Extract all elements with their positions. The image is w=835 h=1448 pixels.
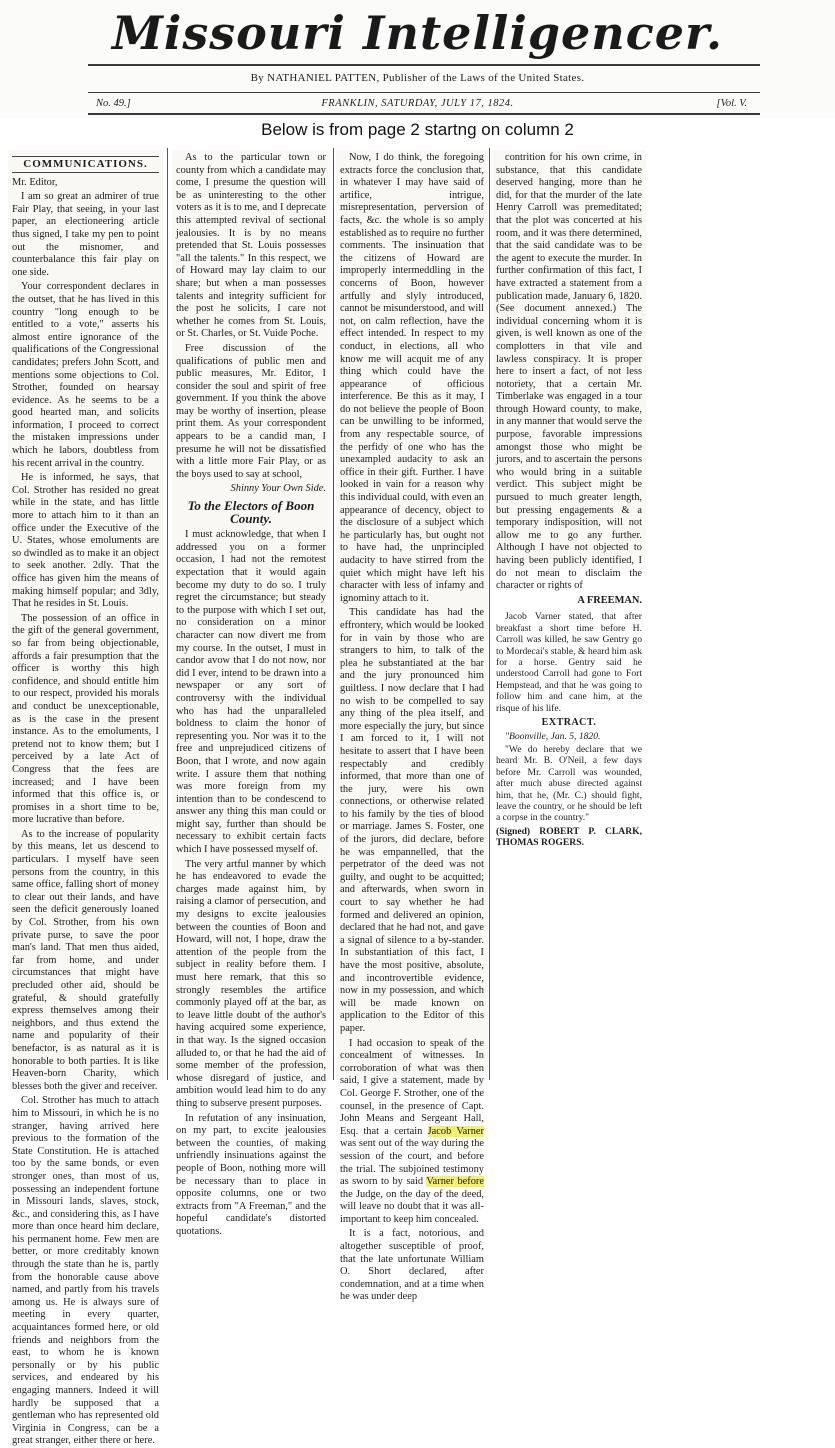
- varner-statement: Jacob Varner stated, that after breakfast a short time before H. Carroll was killed, he saw Gentry go to Mordecai's stable, & heard him ask for a horse. Gentry said he understood Carroll had gone to Fort Hempstead, and that he was going to follow him and cane him, at the risque of his life.: [496, 611, 642, 714]
- highlight-jacob-varner: Jacob Varner: [427, 1125, 485, 1137]
- masthead-rule-bottom: [88, 113, 760, 115]
- signature: Shinny Your Own Side.: [230, 483, 326, 495]
- column-rule: [167, 148, 168, 1080]
- paragraph: This candidate has had the effrontery, which would be looked for in vain by those who are strangers to him, to talk of the plea he substantiated at the bar and the jury pronounced him guiltless. I now declare that I had no wish to be compelled to say any thing of the plea itself, and more especially the jury, but since I am forced to it, I will not hesitate to assert that I have been respectably and credibly informed, that more than one of the jury, were his own connections, or otherwise related to his family by the ties of blood or marriage. James S. Foster, one of the jurors, did declare, before he was empannelled, that the perpetrator of the deed was not guilty, and ought to be acquitted; and afterwards, when sworn in court to say whether he had formed and delivered an opinion, declared that he had not, and gave a signal of silence to a by-stander. In substantiation of this fact, I have the most positive, absolute, and incontrovertible evidence, now in my possession, and which will be made known on application to the Editor of this paper.: [340, 607, 484, 1034]
- caption: Below is from page 2 startng on column 2: [261, 120, 574, 139]
- article-heading: To the Electors of Boon County.: [187, 498, 315, 526]
- column-rule: [333, 148, 334, 1080]
- paragraph: The very artful manner by which he has endeavored to evade the charges made against him, by raising a clamor of persecution, and my designs to excite jealousies between the counties of Boon and Howard, will not, I hope, draw the attention of the people from the subject in reality before them. I must here remark, that this so strongly resembles the artifice commonly played off at the bar, as to leave little doubt of the author's having acquired some experience, in that way. Is the signed occasion alluded to, or that he had the aid of some member of the profession, whose disregard of justice, and ambition would lead him to do any thing to subserve present purposes.: [176, 858, 326, 1109]
- signature-freeman: A FREEMAN.: [577, 594, 642, 606]
- paragraph: As to the particular town or county from which a candidate may come, I presume the question will be as uninteresting to the other voters as it is to me, and I deprecate this attempted revival of sectional jealousies. It is by no means pretended that St. Louis possesses "all the talents." In this respect, we of Howard may lay claim to our share; but when a man possesses talents and integrity sufficient for the post he solicits, I care not whether he comes from St. Louis, or St. Charles, or St. Vuide Poche.: [176, 152, 326, 340]
- paragraph: The possession of an office in the gift of the general government, so far from being objectionable, affords a fair presumption that the officer is worthy this high confidence, and should entitle him to our respect, provided his morals and conduct be unexceptionable, as is the case in the present instance. As to the emoluments, I pretend not to know them; but I perceived by a late Act of Congress that the fees are increased; and I have been informed that this office is, or promises in a short time to be, more lucrative than before.: [12, 612, 159, 826]
- article-column-2: [172, 150, 330, 1237]
- paragraph: In refutation of any insinuation, on my part, to excite jealousies between the counties, of making unfriendly insinuations against the people of Boon, nothing more will be necessary than to place in opposite columns, one or two extracts from "A Freeman," and the hopeful candidate's distorted quotations.: [176, 1112, 326, 1237]
- masthead: [0, 0, 835, 118]
- extract-body: "We do hereby declare that we heard Mr. B. O'Neil, a few days before Mr. Carroll was wounded, after much abuse directed against him, that he, (Mr. C.) should fight, leave the country, or he should be left a corpse in the country.": [496, 744, 642, 824]
- section-heading: COMMUNICATIONS.: [12, 156, 159, 173]
- paragraph: I must acknowledge, that when I addressed you on a former occasion, I had not the remotest expectation that it would again become my duty to do so. I truly regret the circumstance; but steady to the purpose with which I set out, no consideration on a minor character can now divert me from my course. In the outset, I must in candor avow that I do not now, nor did I ever, intend to be drawn into a newspaper or any sort of controversy with the individual who has had the unparalleled boldness to claim the honor of representing you. Nor was it to the free and unprejudiced citizens of Boon, that I wrote, and now again write. I assure them that nothing was more foreign from my intention than to be condescend to answer any thing this man could or might say, further than should be necessary to exhibit certain facts which I have possessed myself of.: [176, 529, 326, 856]
- column-rule: [489, 148, 490, 1080]
- paragraph: Now, I do think, the foregoing extracts force the conclusion that, in whatever I may have said of artifice, intrigue, misrepresentation, perversion of facts, &c. the whole is so amply established as to require no further comments. The insinuation that the citizens of Howard are improperly intermeddling in the concerns of Boon, however artfully and slyly introduced, cannot be misunderstood, and will not, on calm reflection, have the effect intended. In respect to my conduct, in elections, all who know me will acquit me of any thing which could have the appearance of officious interference. Be this as it may, I do not believe the people of Boon can be unwilling to be informed, from any respectable source, of the perfidy of one who has the unexampled audacity to ask an office in their gift. Further. I have looked in vain for a reason why this individual could, with even an appearance of decency, object to the disclosure of a subject which he particularly has, but ought not to have had, the unprincipled audacity to have stirred from the quiet which might have left his character with less of infamy and ignominy attach to it.: [340, 152, 484, 604]
- publisher-line: By NATHANIEL PATTEN, Publisher of the Laws of the United States.: [250, 72, 585, 84]
- issue-number: No. 49.]: [96, 98, 131, 109]
- volume-number: [Vol. V.: [716, 98, 747, 109]
- extract-heading: EXTRACT.: [541, 717, 597, 729]
- paragraph: As to the increase of popularity by this means, let us descend to particulars. I myself have seen persons from the country, in this same office, falling short of money to clear out their lands, and have seen the deficit generously loaned by Col. Strother, from his own private purse, to save the poor man's land. That men thus aided, far from home, and under circumstances that might have precluded other aid, should be grateful, & should gratefully express themselves among their neighbors, and thus extend the name and popularity of their benefactor, is as natural as it is honorable to both parties. It is like Heaven-born Charity, which blesses both the giver and receiver.: [12, 828, 159, 1092]
- issue-place-date: FRANKLIN, SATURDAY, JULY 17, 1824.: [321, 98, 514, 109]
- paragraph: Your correspondent declares in the outset, that he has lived in this country "long enough to be entitled to a vote," asserts his almost entire ignorance of the qualifications of the Congressional candidates; prefers John Scott, and mentions some objections to Col. Strother, founded on hearsay evidence. As he seems to be a good hearted man, and solicits information, I proceed to correct the mistaken impressions under which he labors, doubtless from his recent arrival in the country.: [12, 281, 159, 469]
- article-column-3: [336, 150, 488, 1303]
- article-column-4: [492, 150, 646, 849]
- paragraph-text: was sent out of the way during the session of the court, and before the trial. The subjoined testimony as sworn to by said: [340, 1138, 484, 1188]
- paragraph-with-highlights: [340, 1038, 484, 1227]
- paragraph: Free discussion of the qualifications of public men and public measures, Mr. Editor, I consider the soul and spirit of free government. If you think the above may be worthy of insertion, please print them. As your correspondent appears to be a candid man, I presume he will not be dissatisfied with a little more Fair Play, or as the boys used to say at school,: [176, 342, 326, 480]
- masthead-rule-middle: [88, 92, 760, 93]
- salutation: Mr. Editor,: [12, 176, 58, 188]
- extract-date: "Boonville, Jan. 5, 1820.: [505, 730, 601, 742]
- article-column-1: [8, 150, 163, 1447]
- masthead-rule-top: [88, 64, 760, 66]
- newspaper-title: Missouri Intelligencer.: [111, 6, 724, 60]
- paragraph: He is informed, he says, that Col. Strother has resided no great while in the state, and has little more to attach him to it than an office under the Executive of the U. States, whose emoluments are so dwindled as to make it an object to seek another. 2dly. That the office has given him the means of making himself popular; and 3dly, That he resides in St. Louis.: [12, 472, 159, 610]
- paragraph: Col. Strother has much to attach him to Missouri, in which he is no stranger, having arrived here previous to the formation of the State Constitution. He is attached too by the same bonds, or even stronger ones, than most of us, possessing an independent fortune in Missouri lands, slaves, stock, &c., and considering this, as I have more than once heard him declare, his permanent home. Few men are better, or more creditably known through the state than he is, partly from the honorable cause above named, and partly from his travels among us. He is always sure of meeting in every quarter, acquaintances formed here, or old friends and neighbors from the east, to whom he is known personally or by his public services, and endeared by his engaging manners. Indeed it will hardly be supposed that a gentleman who has represented old Virginia in Congress, can be a great stranger, either there or here.: [12, 1095, 159, 1447]
- highlight-varner-before: Varner before: [426, 1176, 484, 1188]
- extract-signed: (Signed) ROBERT P. CLARK, THOMAS ROGERS.: [496, 825, 642, 849]
- paragraph-text: the Judge, on the day of the deed, will leave no doubt that it was all-important to keep him concealed.: [340, 1188, 484, 1225]
- paragraph-text: I had occasion to speak of the concealment of witnesses. In corroboration of what was then said, I give a statement, made by Col. George F. Strother, one of the counsel, in the presence of Capt. John Means and Sergeant Hall, Esq. that a certain: [340, 1037, 484, 1137]
- paragraph: It is a fact, notorious, and altogether susceptible of proof, that the late unfortunate William O. Short declared, after condemnation, and at a time when he was under deep: [340, 1228, 484, 1303]
- paragraph: I am so great an admirer of true Fair Play, that seeing, in your last paper, an electioneering article thus signed, I take my pen to point out the misnomer, and counterbalance this fair play on one side.: [12, 191, 159, 278]
- paragraph: contrition for his own crime, in substance, that this candidate deserved hanging, more than he did, for that the murder of the late Henry Carroll was premeditated; that the plot was concerted at his room, and it was there determined, that the said candidate was to be the agent to execute the murder. In further confirmation of this fact, I have extracted a statement from a publication made, January 6, 1820. (See document annexed.) The individual concerning whom it is given, is well known as one of the complotters in that vile and lawless conspiracy. It is proper here to insert a fact, of not less notoriety, that a certain Mr. Timberlake was engaged in a tour through Howard county, to make, in any manner that would serve the purpose, favorable impressions amongst those who might be jurors, and to ascertain the persons who would bring in a suitable verdict. This subject might be pursued to much greater length, but pressing engagements & a temporary indisposition, will not allow me to go any further. Although I have not objected to having been publicly identified, I do not mean to disclaim the character or rights of: [496, 152, 643, 592]
